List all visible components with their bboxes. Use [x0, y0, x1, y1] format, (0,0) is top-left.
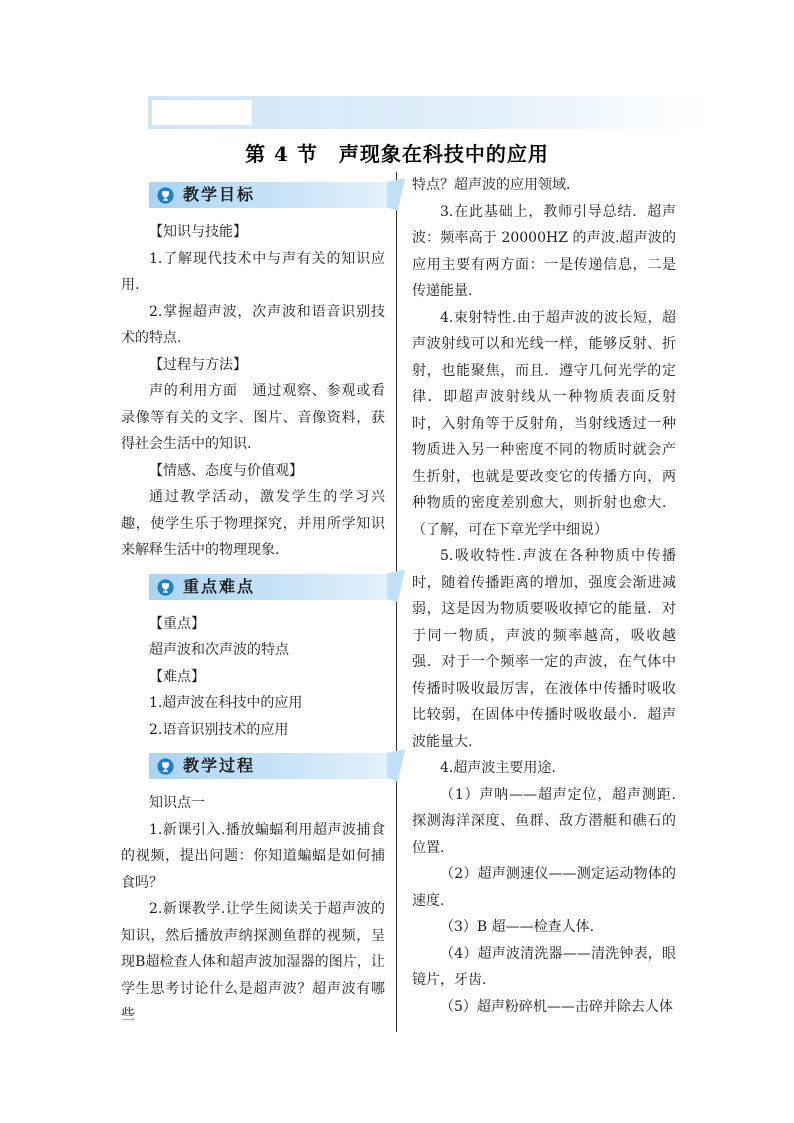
subheading: 【重点】	[149, 615, 205, 632]
paragraph: 知识点一	[149, 795, 205, 811]
paragraph: （1）声呐——超声定位，超声测距.探测海洋深度、鱼群、敌方潜艇和礁石的位置.	[412, 786, 676, 856]
paragraph: （5）超声粉碎机——击碎并除去人体	[440, 998, 673, 1015]
paragraph: 3.在此基础上，教师引导总结．超声波：频率高于 20000HZ 的声波.超声波的应用主要有两方面：一是传递信息，二是传递能量.	[412, 203, 676, 299]
subheading: 【情感、态度与价值观】	[149, 462, 303, 479]
paragraph: 1.了解现代技术中与声有关的知识应用.	[121, 250, 385, 293]
section-label: 教学过程	[183, 756, 256, 775]
paragraph: 5.吸收特性.声波在各种物质中传播时，随着传播距离的增加，强度会渐进减弱，这是因为物质要吸收掉它的能量．对于同一物质，声波的频率越高，吸收越强．对于一个频率一定的声波，在气体中传播时吸收最厉害，在液体中传播时吸收比较弱，在固体中传播时吸收最小．超声波能量大.	[412, 548, 676, 750]
subheading: 【知识与技能】	[149, 224, 247, 240]
section-heading-objectives	[149, 178, 407, 211]
paragraph: 1.新课引入.播放蝙蝠利用超声波捕食的视频，提出问题：你知道蝙蝠是如何捕食吗？	[121, 821, 385, 891]
trophy-icon	[157, 758, 174, 775]
header-banner-box	[152, 100, 252, 125]
section-label: 教学目标	[183, 185, 256, 204]
paragraph: 特点？超声波的应用领域.	[412, 177, 571, 193]
page-title: 第 4 节 声现象在科技中的应用	[245, 142, 549, 166]
paragraph: （4）超声波清洗器——清洗钟表，眼镜片，牙齿.	[412, 945, 676, 988]
paragraph: 2.掌握超声波，次声波和语音识别技术的特点.	[121, 303, 385, 346]
header-banner	[148, 96, 708, 129]
section-label: 重点难点	[183, 576, 256, 596]
paragraph: 2.语音识别技术的应用	[149, 721, 289, 738]
paragraph: 1.超声波在科技中的应用	[149, 695, 303, 711]
paragraph: 2.新课教学.让学生阅读关于超声波的知识，然后播放声纳探测鱼群的视频，呈现B超检查人体和超声波加湿器的图片，让学生思考讨论什么是超声波？超声波有哪些	[121, 901, 385, 1023]
paragraph: 声的利用方面 通过观察、参观或看录像等有关的文字、图片、音像资料，获得社会生活中的知识.	[121, 383, 385, 452]
trophy-icon	[157, 579, 174, 596]
trophy-icon	[157, 187, 174, 204]
section-heading-key-points	[149, 570, 407, 603]
paragraph: （2）超声测速仪——测定运动物体的速度.	[412, 866, 676, 909]
paragraph: 4.超声波主要用途.	[440, 760, 556, 776]
right-column	[412, 172, 676, 1020]
subheading: 【难点】	[149, 668, 205, 685]
paragraph: 4.束射特性.由于超声波的波长短，超声波射线可以和光线一样，能够反射、折射，也能聚焦，而且．遵守几何光学的定律．即超声波射线从一种物质表面反射时，入射角等于反射角，当射线透过一种物质进入另一种密度不同的物质时就会产生折射，也就是要改变它的传播方向，两种物质的密度差别愈大，则折射也愈大．（了解，可在下章光学中细说）	[412, 309, 676, 538]
subheading: 【过程与方法】	[149, 356, 247, 373]
paragraph: （3）B 超——检查人体.	[440, 919, 595, 935]
left-column	[121, 172, 385, 1029]
paragraph: 通过教学活动，激发学生的学习兴趣，使学生乐于物理探究，并用所学知识来解释生活中的物理现象.	[121, 489, 385, 558]
section-heading-process	[149, 749, 407, 782]
paragraph: 超声波和次声波的特点	[149, 642, 289, 658]
